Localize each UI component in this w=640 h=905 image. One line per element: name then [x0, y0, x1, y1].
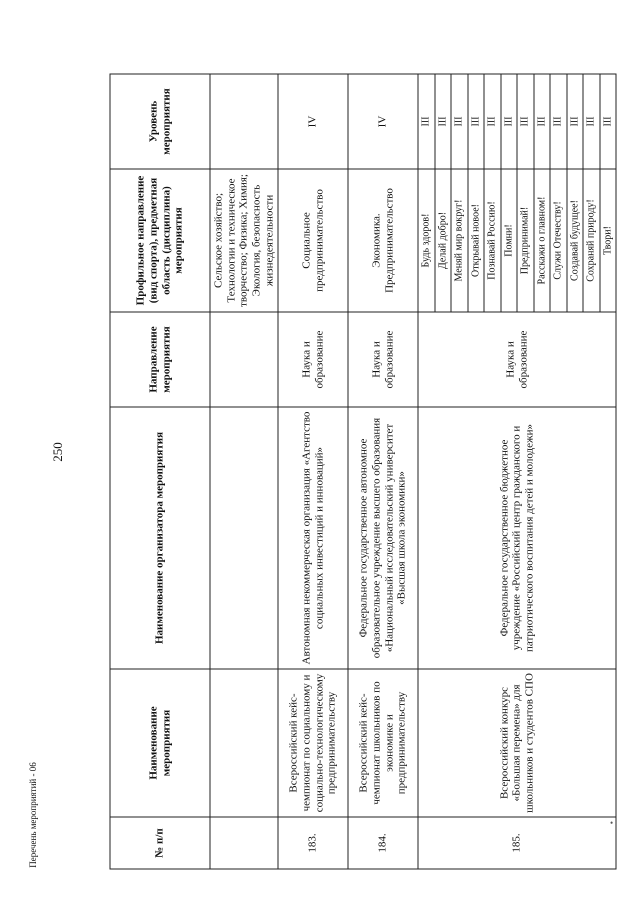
- row-num: 184.: [348, 817, 418, 869]
- continuation-level: [210, 74, 278, 169]
- header-organizer: Наименование организатора мероприятия: [110, 407, 210, 669]
- subitem-profile: Будь здоров!: [418, 169, 435, 312]
- subitem-level: III: [501, 74, 518, 169]
- header-direction: Направление мероприятия: [110, 312, 210, 407]
- row-name: Всероссийский кейс-чемпионат школьников по экономике и предпринимательству: [348, 669, 418, 817]
- footer-note: Перечень мероприятий - 06: [28, 762, 38, 868]
- subitem-profile: Предпринимай!: [517, 169, 534, 312]
- table-continuation-row: [210, 74, 278, 869]
- table-container: [110, 75, 615, 870]
- row-direction: Наука и образование: [348, 312, 418, 407]
- header-profile: Профильное направление (вид спорта), предметная область (дисциплина) мероприятия: [110, 169, 210, 312]
- row-level: IV: [278, 74, 348, 169]
- table-row: [278, 74, 348, 869]
- subitem-level: III: [550, 74, 567, 169]
- subitem-level: III: [583, 74, 600, 169]
- table-header-row: [110, 74, 210, 869]
- row-num: 183.: [278, 817, 348, 869]
- subitem-level: III: [435, 74, 452, 169]
- continuation-direction: [210, 312, 278, 407]
- row-direction: Наука и образование: [418, 312, 616, 407]
- row-profile: Социальное предпринимательство: [278, 169, 348, 312]
- row-organizer: Федеральное государственное бюджетное учреждение «Российский центр гражданского и патриотического воспитания детей и молодежи»: [418, 407, 616, 669]
- subitem-level: III: [418, 74, 435, 169]
- subitem-level: III: [517, 74, 534, 169]
- subitem-level: III: [451, 74, 468, 169]
- continuation-num: [210, 817, 278, 869]
- row-direction: Наука и образование: [278, 312, 348, 407]
- row-num: 185.: [418, 817, 616, 869]
- subitem-level: III: [534, 74, 551, 169]
- continuation-organizer: [210, 407, 278, 669]
- table-row: [348, 74, 418, 869]
- continuation-profile: Сельское хозяйство; Технологии и техническое творчество; Физика; Химия; Экология, безопасность жизнедеятельности: [210, 169, 278, 312]
- subitem-level: III: [468, 74, 485, 169]
- subitem-level: III: [600, 74, 617, 169]
- subitem-profile: Служи Отечеству!: [550, 169, 567, 312]
- subitem-profile: Создавай будущее!: [567, 169, 584, 312]
- subitem-profile: Делай добро!: [435, 169, 452, 312]
- subitem-level: III: [484, 74, 501, 169]
- header-num: № п/п: [110, 817, 210, 869]
- row-name: Всероссийский кейс-чемпионат по социальному и социально-технологическому предпринимательству: [278, 669, 348, 817]
- row-organizer: Федеральное государственное автономное образовательное учреждение высшего образования «Национальный исследовательский университет «Высшая школа экономики»: [348, 407, 418, 669]
- subitem-profile: Расскажи о главном!: [534, 169, 551, 312]
- subitem-level: III: [567, 74, 584, 169]
- subitem-profile: Помни!: [501, 169, 518, 312]
- header-name: Наименование мероприятия: [110, 669, 210, 817]
- header-level: Уровень мероприятия: [110, 74, 210, 169]
- subitem-profile: Меняй мир вокруг!: [451, 169, 468, 312]
- events-table: [110, 74, 617, 870]
- table-row: [418, 74, 435, 869]
- continuation-name: [210, 669, 278, 817]
- row-organizer: Автономная некоммерческая организация «Агентство социальных инвестиций и инноваций»: [278, 407, 348, 669]
- row-level: IV: [348, 74, 418, 169]
- page-number: 250: [50, 442, 65, 462]
- subitem-profile: Познавай Россию!: [484, 169, 501, 312]
- subitem-profile: Твори!: [600, 169, 617, 312]
- subitem-profile: Открывай новое!: [468, 169, 485, 312]
- row-profile: Экономика. Предпринимательство: [348, 169, 418, 312]
- subitem-profile: Сохраняй природу!: [583, 169, 600, 312]
- scan-mark: •: [610, 818, 614, 828]
- row-name: Всероссийский конкурс «Большая перемена» для школьников и студентов СПО: [418, 669, 616, 817]
